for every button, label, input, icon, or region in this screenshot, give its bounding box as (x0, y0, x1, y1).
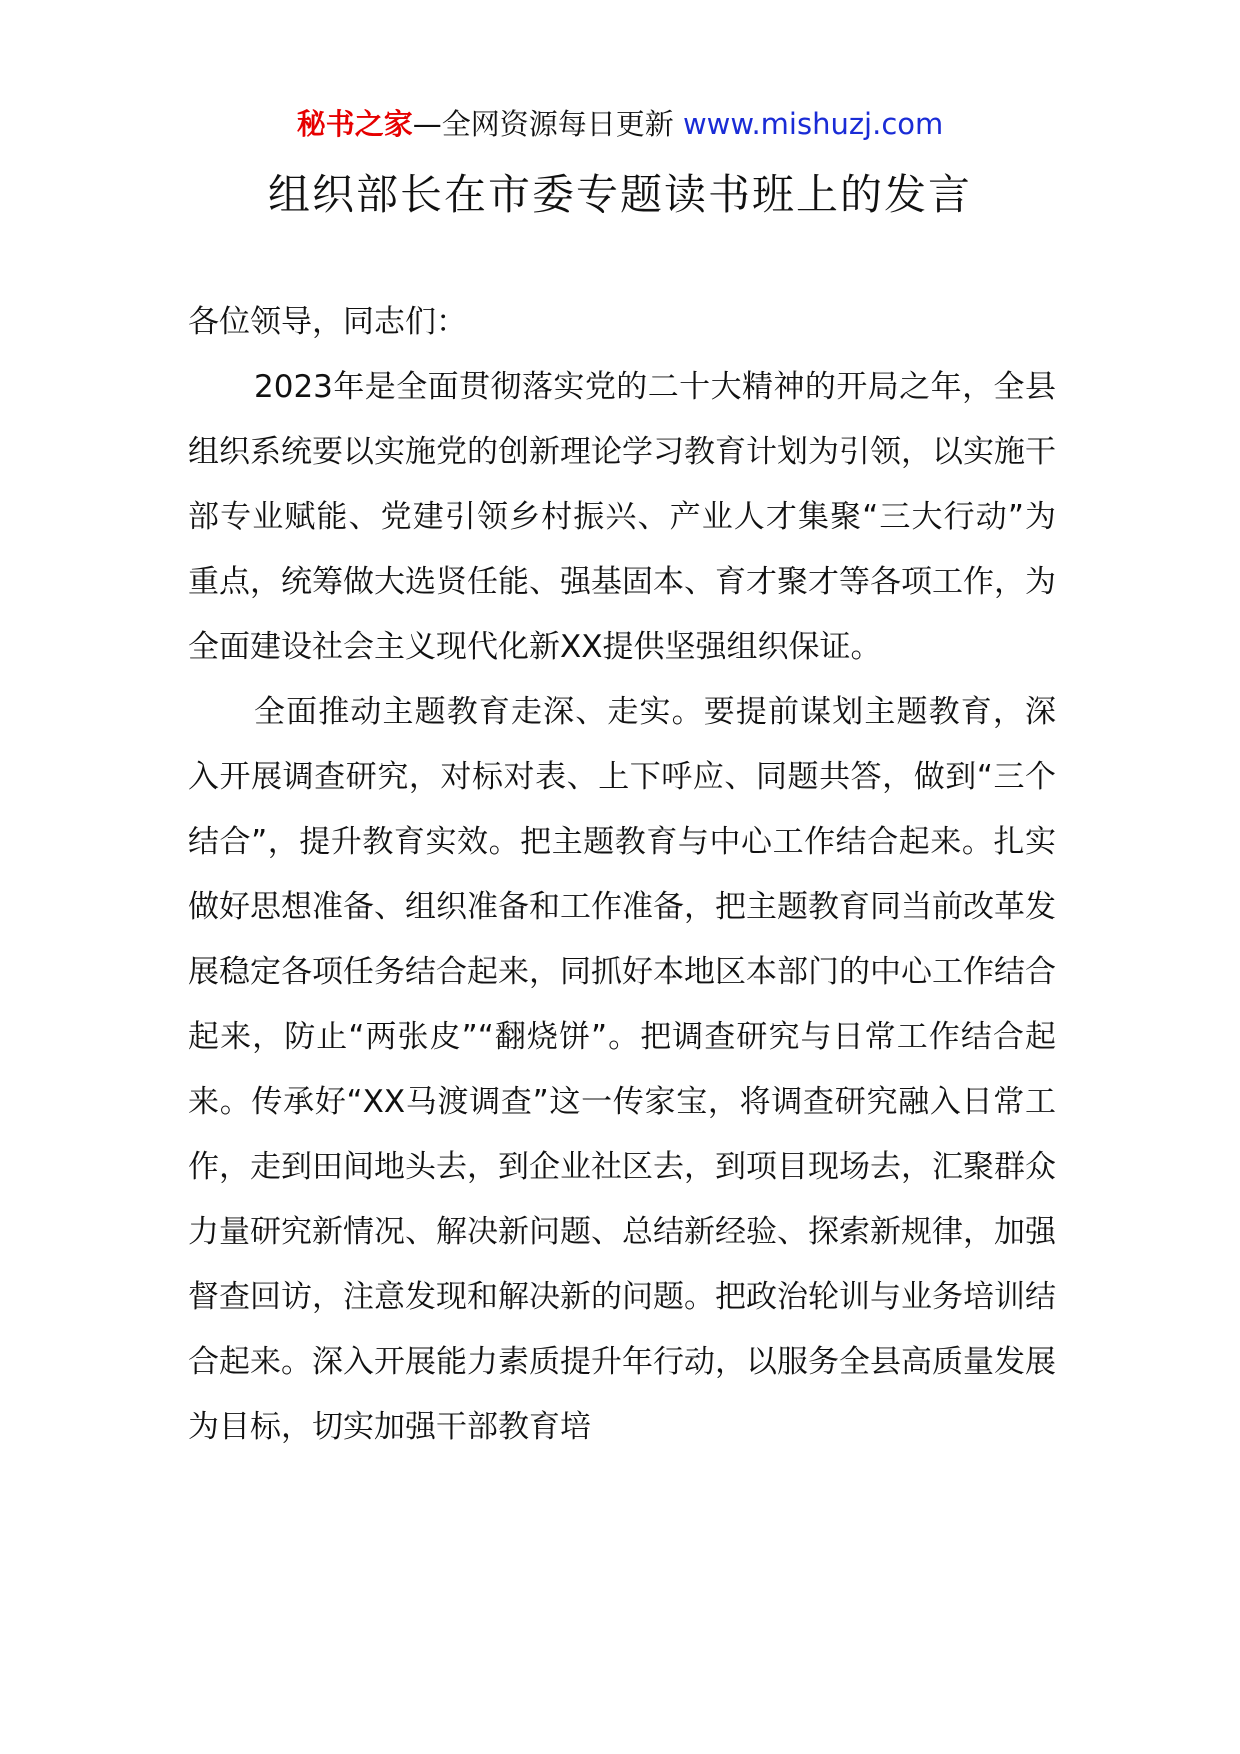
paragraph: 2023年是全面贯彻落实党的二十大精神的开局之年，全县组织系统要以实施党的创新理论学习教育计划为引领，以实施干部专业赋能、党建引领乡村振兴、产业人才集聚“三大行动”为重点，统筹做大选贤任能、强基固本、育才聚才等各项工作，为全面建设社会主义现代化新XX提供坚强组织保证。 (188, 369, 1056, 665)
brand-name: 秘书之家 (296, 107, 413, 141)
header-tagline: —全网资源每日更新 (412, 107, 674, 141)
site-url-link[interactable]: www.mishuzj.com (682, 107, 944, 141)
salutation: 各位领导，同志们： (188, 304, 467, 340)
document-title: 组织部长在市委专题读书班上的发言 (267, 170, 972, 219)
site-header (0, 102, 1240, 146)
document-body (188, 290, 1056, 1460)
paragraph: 全面推动主题教育走深、走实。要提前谋划主题教育，深入开展调查研究，对标对表、上下呼应、同题共答，做到“三个结合”，提升教育实效。把主题教育与中心工作结合起来。扎实做好思想准备、组织准备和工作准备，把主题教育同当前改革发展稳定各项任务结合起来，同抓好本地区本部门的中心工作结合起来，防止“两张皮”“翻烧饼”。把调查研究与日常工作结合起来。传承好“XX马渡调查”这一传家宝，将调查研究融入日常工作，走到田间地头去，到企业社区去，到项目现场去，汇聚群众力量研究新情况、解决新问题、总结新经验、探索新规律，加强督查回访，注意发现和解决新的问题。把政治轮训与业务培训结合起来。深入开展能力素质提升年行动，以服务全县高质量发展为目标，切实加强干部教育培 (188, 694, 1056, 1445)
